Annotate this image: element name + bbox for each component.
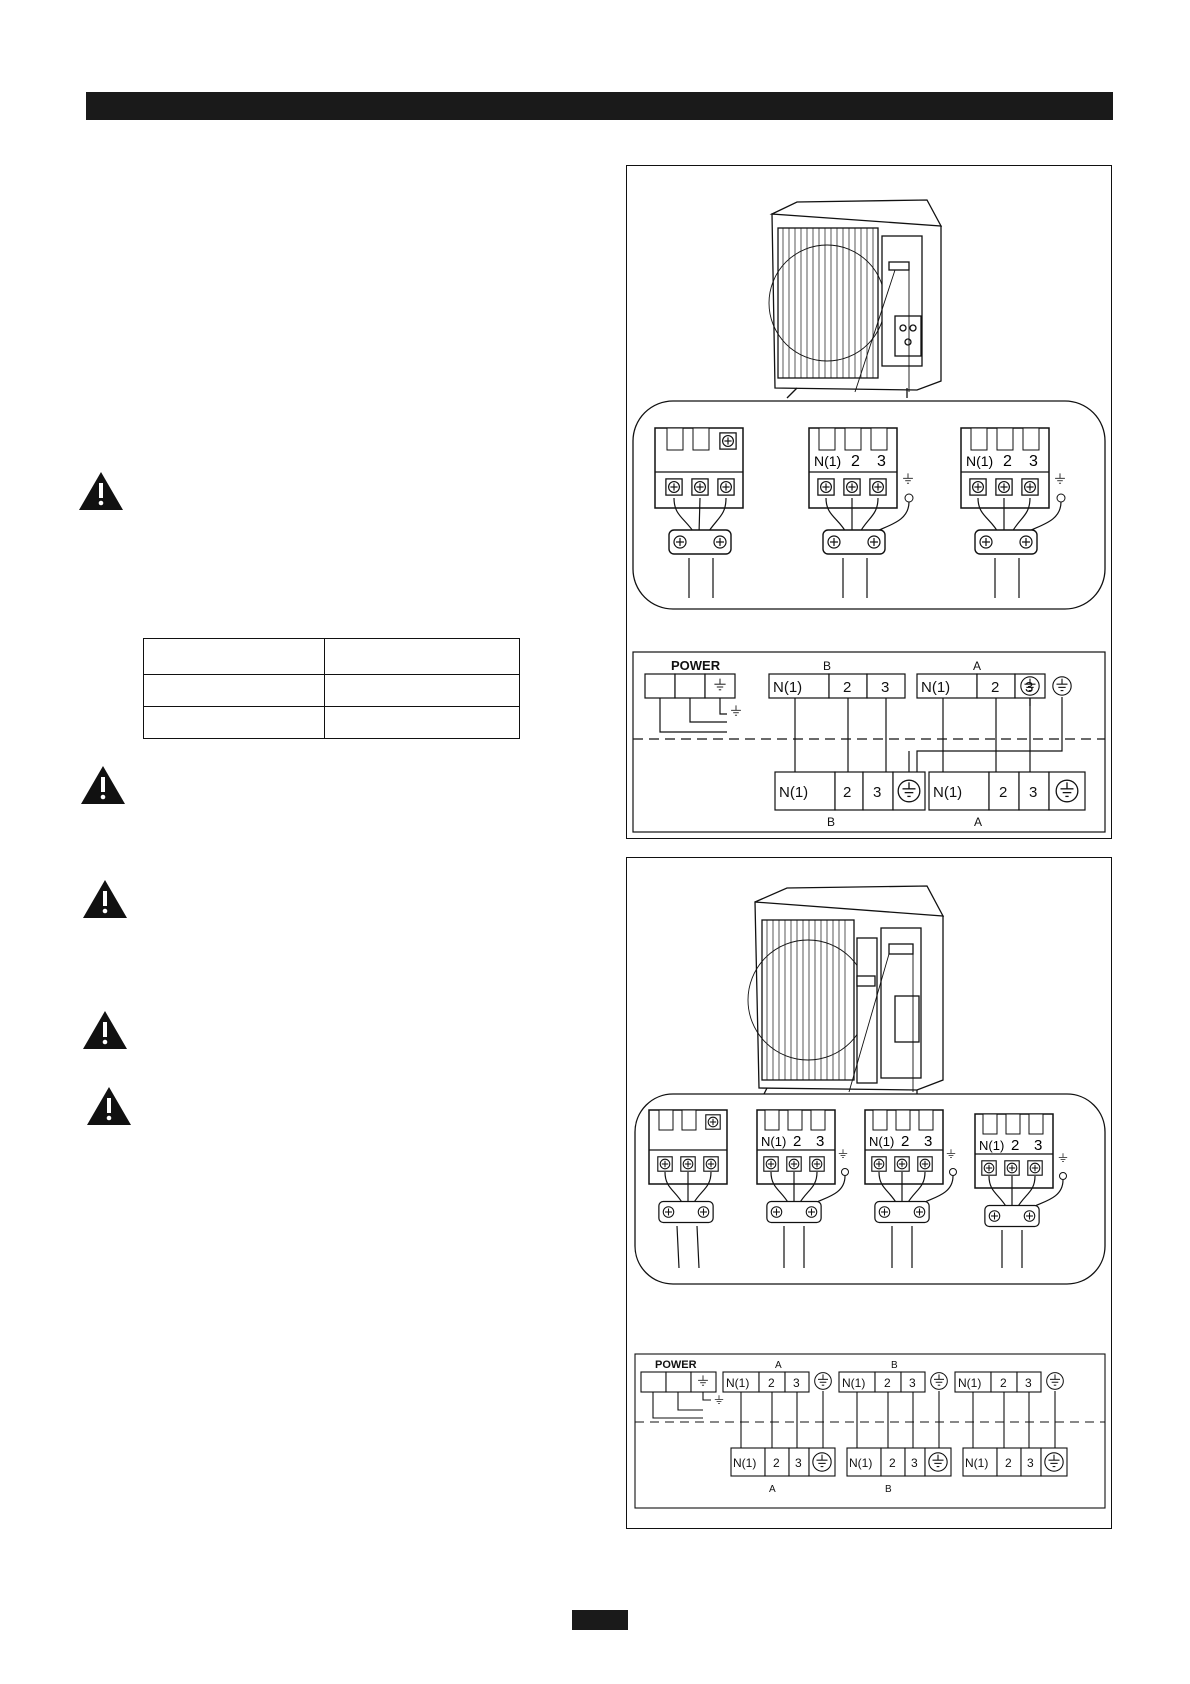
table-cell [325, 639, 520, 675]
unit-a-label: A [974, 815, 983, 829]
terminal-n-label: N(1) [849, 1456, 873, 1470]
unit-b-label: B [885, 1484, 892, 1495]
warning-triangle-icon [86, 1086, 132, 1126]
wiring-figure-2-units [626, 165, 1112, 839]
terminal-n-label: N(1) [761, 1134, 787, 1149]
header-bar [86, 92, 1113, 120]
terminal-2-label: 2 [884, 1376, 891, 1390]
warning-triangle-icon [82, 1010, 128, 1050]
spec-table [143, 638, 520, 739]
terminal-2-label: 2 [1003, 453, 1012, 470]
terminal-n-label: N(1) [773, 679, 803, 696]
unit-b-label: B [823, 659, 832, 673]
terminal-n-label: N(1) [933, 784, 963, 801]
terminal-n-label: N(1) [779, 784, 809, 801]
terminal-2-label: 2 [901, 1133, 910, 1150]
terminal-2-label: 2 [773, 1456, 780, 1470]
wiring-schematic [635, 1354, 1105, 1508]
terminal-n-label: N(1) [733, 1456, 757, 1470]
wiring-figure-3-units [626, 857, 1112, 1529]
terminal-2-label: 2 [889, 1456, 896, 1470]
wiring-schematic [633, 652, 1105, 832]
unit-a-label: A [775, 1360, 782, 1371]
terminal-n-label: N(1) [814, 453, 842, 469]
terminal-3-label: 3 [924, 1133, 933, 1150]
terminal-3-label: 3 [1029, 784, 1038, 801]
terminal-3-label: 3 [877, 453, 886, 470]
terminal-n-label: N(1) [842, 1376, 866, 1390]
outdoor-unit-drawing [748, 886, 943, 1098]
table-cell [325, 707, 520, 739]
terminal-n-label: N(1) [979, 1138, 1005, 1153]
terminal-2-label: 2 [793, 1133, 802, 1150]
table-cell [144, 707, 325, 739]
unit-b-label: B [827, 815, 836, 829]
terminal-n-label: N(1) [965, 1456, 989, 1470]
terminal-n-label: N(1) [726, 1376, 750, 1390]
terminal-3-label: 3 [816, 1133, 825, 1150]
terminal-2-label: 2 [1005, 1456, 1012, 1470]
power-label: POWER [655, 1359, 697, 1371]
terminal-3-label: 3 [1027, 1456, 1034, 1470]
terminal-3-label: 3 [881, 679, 890, 696]
terminal-2-label: 2 [1011, 1137, 1020, 1154]
terminal-3-label: 3 [795, 1456, 802, 1470]
terminal-2-label: 2 [768, 1376, 775, 1390]
terminal-3-label: 3 [1025, 679, 1034, 696]
terminal-n-label: N(1) [921, 679, 951, 696]
terminal-3-label: 3 [1034, 1137, 1043, 1154]
terminal-3-label: 3 [1029, 453, 1038, 470]
terminal-n-label: N(1) [958, 1376, 982, 1390]
terminal-2-label: 2 [843, 784, 852, 801]
terminal-3-label: 3 [873, 784, 882, 801]
terminal-n-label: N(1) [966, 453, 994, 469]
terminal-n-label: N(1) [869, 1134, 895, 1149]
terminal-2-label: 2 [999, 784, 1008, 801]
table-row [144, 639, 520, 675]
unit-b-label: B [891, 1360, 898, 1371]
power-label: POWER [671, 658, 721, 673]
page-number-box [572, 1610, 628, 1630]
warning-triangle-icon [80, 765, 126, 805]
terminal-2-label: 2 [1000, 1376, 1007, 1390]
warning-triangle-icon [82, 879, 128, 919]
terminal-3-label: 3 [1025, 1376, 1032, 1390]
terminal-3-label: 3 [909, 1376, 916, 1390]
terminal-3-label: 3 [793, 1376, 800, 1390]
terminal-2-label: 2 [843, 679, 852, 696]
table-cell [325, 675, 520, 707]
warning-triangle-icon [78, 471, 124, 511]
table-cell [144, 639, 325, 675]
terminal-2-label: 2 [851, 453, 860, 470]
unit-a-label: A [973, 659, 982, 673]
terminal-3-label: 3 [911, 1456, 918, 1470]
table-cell [144, 675, 325, 707]
terminal-2-label: 2 [991, 679, 1000, 696]
table-row [144, 675, 520, 707]
outdoor-unit-drawing [769, 200, 941, 398]
unit-a-label: A [769, 1484, 776, 1495]
table-row [144, 707, 520, 739]
